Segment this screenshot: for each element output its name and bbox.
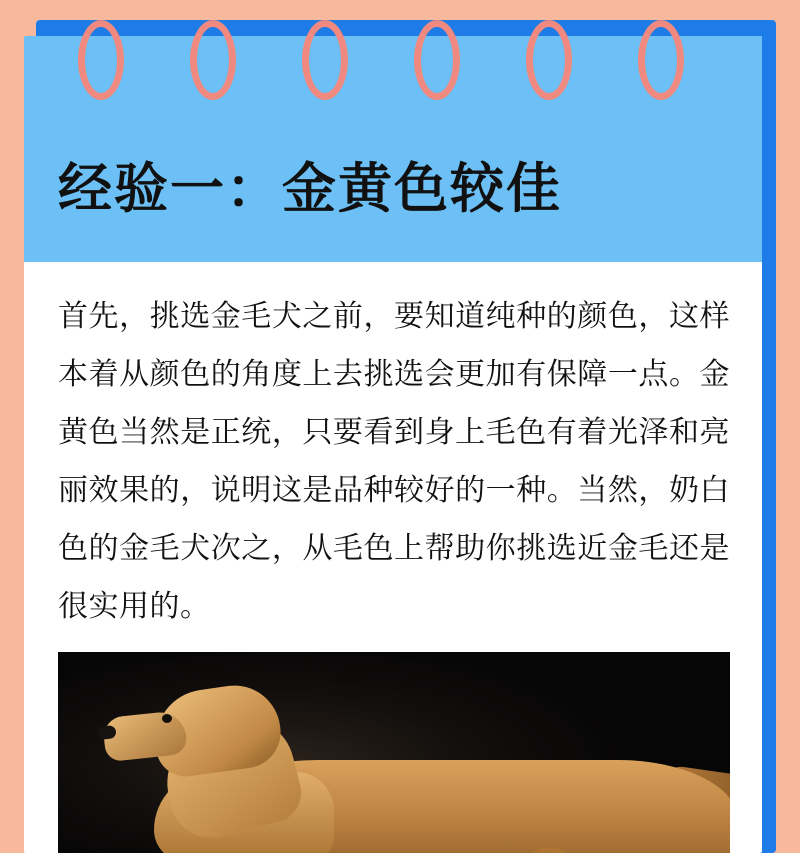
header-band bbox=[24, 36, 762, 262]
notebook-card bbox=[24, 36, 762, 853]
dog-eye-shape bbox=[162, 714, 172, 723]
frame-left-edge bbox=[0, 0, 24, 853]
frame-top-edge bbox=[0, 0, 800, 20]
body-paragraph: 首先，挑选金毛犬之前，要知道纯种的颜色，这样本着从颜色的角度上去挑选会更加有保障一点。金黄色当然是正统，只要看到身上毛色有着光泽和亮丽效果的，说明这是品种较好的一种。当然，奶白色的金毛犬次之，从毛色上帮助你挑选近金毛还是很实用的。 bbox=[58, 300, 730, 623]
frame-right-edge bbox=[776, 0, 800, 853]
page-title: 经验一：金黄色较佳 bbox=[58, 159, 562, 219]
dog-photo bbox=[58, 652, 730, 853]
